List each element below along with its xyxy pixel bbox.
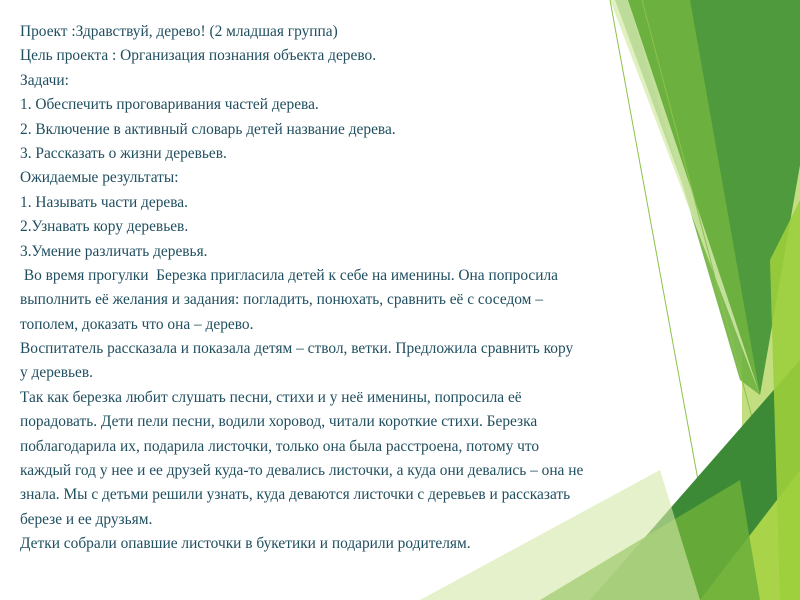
result-1: 1. Называть части дерева. <box>20 193 188 211</box>
project-goal: Цель проекта : Организация познания объекта дерево. <box>20 47 377 65</box>
paragraph-line: каждый год у нее и ее друзей куда-то девались листочки, а куда они девались – она не <box>20 462 584 480</box>
paragraph-line: поблагодарила их, подарила листочки, только она была расстроена, потому что <box>20 437 540 455</box>
results-heading: Ожидаемые результаты: <box>20 169 179 187</box>
paragraph-line: выполнить её желания и задания: погладить, понюхать, сравнить её с соседом – <box>20 291 543 309</box>
paragraph-line: у деревьев. <box>20 364 93 382</box>
paragraph-line: Так как березка любит слушать песни, стихи и у неё именины, попросила её <box>20 388 522 406</box>
paragraph-line: тополем, доказать что она – дерево. <box>20 315 254 333</box>
task-3: 3. Рассказать о жизни деревьев. <box>20 144 227 162</box>
result-2: 2.Узнавать кору деревьев. <box>20 218 189 236</box>
result-3: 3.Умение различать деревья. <box>20 242 208 260</box>
tasks-heading: Задачи: <box>20 71 69 89</box>
paragraph-line: березе и ее друзьям. <box>20 510 153 528</box>
task-2: 2. Включение в активный словарь детей название дерева. <box>20 120 396 138</box>
task-1: 1. Обеспечить проговаривания частей дерева. <box>20 96 319 114</box>
project-title: Проект :Здравствуй, дерево! (2 младшая группа) <box>20 23 338 40</box>
paragraph-line: Воспитатель рассказала и показала детям – ствол, ветки. Предложила сравнить кору <box>20 340 574 358</box>
paragraph-line: Во время прогулки Березка пригласила детей к себе на именины. Она попросила <box>20 266 558 284</box>
paragraph-line: знала. Мы с детьми решили узнать, куда деваются листочки с деревьев и рассказать <box>20 486 571 504</box>
paragraph-line: порадовать. Дети пели песни, водили хоровод, читали короткие стихи. Березка <box>20 413 538 431</box>
slide-text <box>20 20 780 557</box>
paragraph-line: Детки собрали опавшие листочки в букетики и подарили родителям. <box>20 535 471 553</box>
